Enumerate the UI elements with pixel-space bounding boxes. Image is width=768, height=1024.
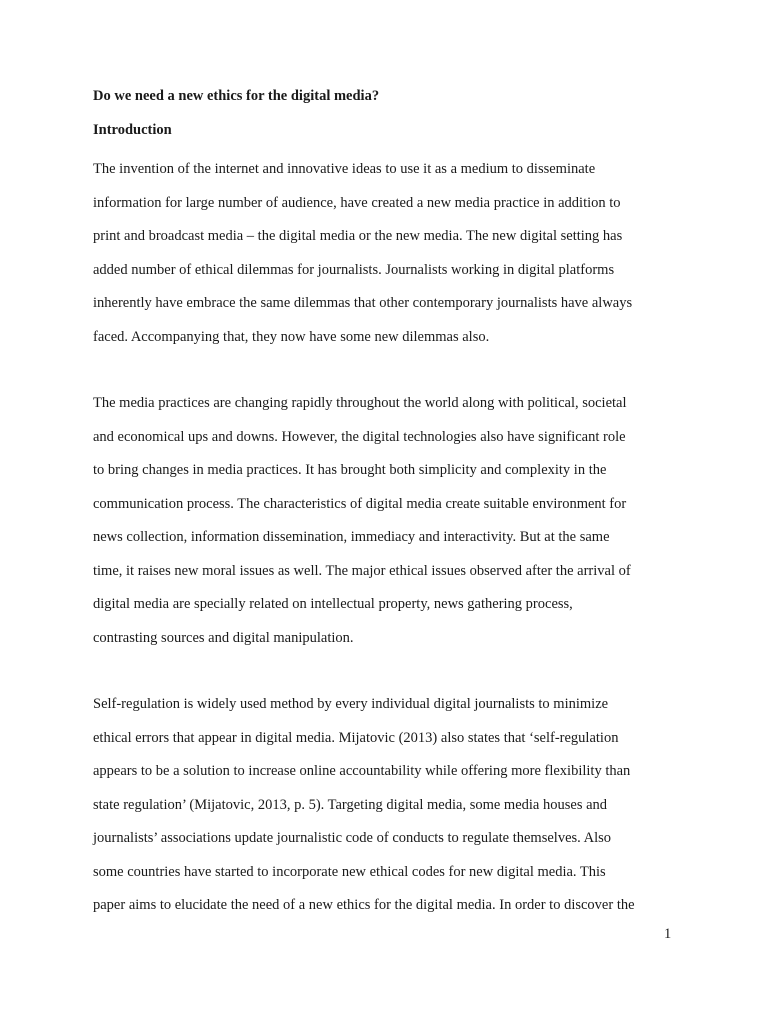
text-line: journalists’ associations update journalistic code of conducts to regulate themselves. Also — [93, 830, 611, 846]
paragraph-3 — [93, 688, 673, 923]
text-line: time, it raises new moral issues as well. The major ethical issues observed after the arrival of — [93, 562, 631, 579]
paragraph-2 — [93, 387, 673, 655]
text-line: to bring changes in media practices. It has brought both simplicity and complexity in the — [93, 462, 607, 478]
text-line: inherently have embrace the same dilemmas that other contemporary journalists have always — [93, 295, 633, 311]
page-content — [93, 86, 673, 923]
text-line: ethical errors that appear in digital media. Mijatovic (2013) also states that ‘self-regulation — [93, 729, 619, 746]
text-line: communication process. The characteristics of digital media create suitable environment for — [93, 495, 627, 512]
page-number: 1 — [664, 926, 672, 942]
text-line: paper aims to elucidate the need of a new ethics for the digital media. In order to discover the — [93, 897, 635, 913]
text-line: print and broadcast media – the digital media or the new media. The new digital setting has — [93, 228, 623, 244]
text-line: The media practices are changing rapidly throughout the world along with political, societal — [93, 395, 627, 411]
text-line: The invention of the internet and innovative ideas to use it as a medium to disseminate — [93, 161, 596, 177]
text-line: digital media are specially related on intellectual property, news gathering process, — [93, 596, 573, 612]
document-title: Do we need a new ethics for the digital media? — [93, 88, 380, 104]
paragraph-1 — [93, 153, 673, 354]
text-line: state regulation’ (Mijatovic, 2013, p. 5). Targeting digital media, some media houses and — [93, 796, 608, 813]
text-line: faced. Accompanying that, they now have some new dilemmas also. — [93, 328, 490, 345]
text-line: contrasting sources and digital manipulation. — [93, 629, 354, 646]
text-line: information for large number of audience, have created a new media practice in addition to — [93, 194, 621, 211]
text-line: some countries have started to incorporate new ethical codes for new digital media. This — [93, 863, 606, 880]
text-line: appears to be a solution to increase online accountability while offering more flexibility than — [93, 763, 631, 779]
section-heading-introduction: Introduction — [93, 122, 172, 138]
text-line: and economical ups and downs. However, the digital technologies also have significant role — [93, 428, 626, 445]
text-line: Self-regulation is widely used method by every individual digital journalists to minimize — [93, 696, 609, 712]
text-line: news collection, information dissemination, immediacy and interactivity. But at the same — [93, 529, 610, 545]
text-line: added number of ethical dilemmas for journalists. Journalists working in digital platforms — [93, 261, 615, 278]
